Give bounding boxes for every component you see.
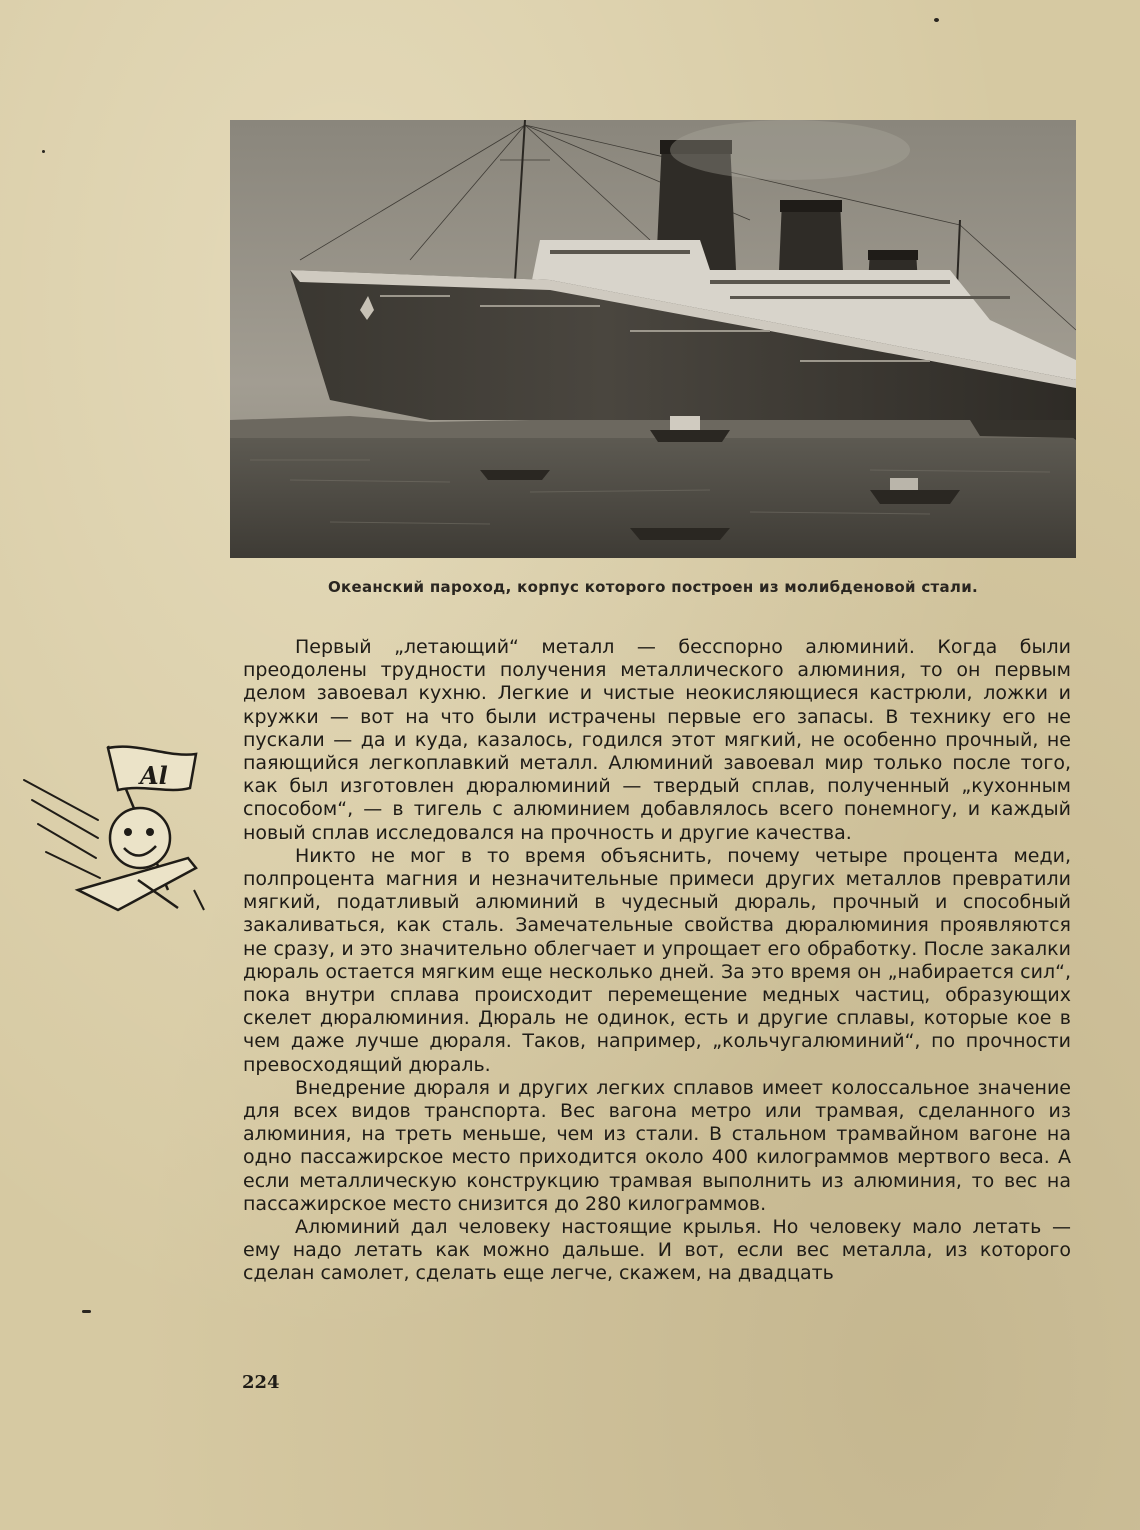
mascot-badge-text: Al <box>140 761 168 790</box>
paper-speck <box>42 150 45 153</box>
paper-speck <box>82 1310 91 1313</box>
paper-speck <box>934 18 939 22</box>
paragraph: Никто не мог в то время объяснить, почему четыре процента меди, полпроцента магния и незначительные примеси других металлов превратили мягкий, податливый алюминий в чудесный дюраль, прочный и способный закаливаться, как сталь. Замечательные свойства дюралюминия проявляются не сразу, и это значительно облегчает и упрощает его обработку. После закалки дюраль остается мягким еще несколько дней. За это время он „набирается сил“, пока внутри сплава происходит перемещение медных частиц, образующих скелет дюралюминия. Дюраль не одинок, есть и другие сплавы, которые кое в чем даже лучше дюраля. Таков, например, „кольчугалюминий“, по прочности превосходящий дюраль. <box>243 844 1071 1076</box>
paragraph: Первый „летающий“ металл — бесспорно алюминий. Когда были преодолены трудности получения металлического алюминия, то он первым делом завоевал кухню. Легкие и чистые неокисляющиеся кастрюли, ложки и кружки — вот на что были истрачены первые его запасы. В технику его не пускали — да и куда, казалось, годился этот мягкий, не особенно прочный, не паяющийся легкоплавкий металл. Алюминий завоевал мир только после того, как был изготовлен дюралюминий — твердый сплав, полученный „кухонным способом“, — в тигель с алюминием добавлялось всего понемногу, и каждый новый сплав исследовался на прочность и другие качества. <box>243 636 1071 844</box>
article-body <box>243 636 1071 1286</box>
aluminium-mascot-drawing <box>18 740 218 920</box>
ocean-liner-photo <box>230 120 1076 558</box>
figure-caption: Океанский пароход, корпус которого построен из молибденовой стали. <box>327 578 979 596</box>
page-number: 224 <box>242 1372 280 1393</box>
paragraph: Алюминий дал человеку настоящие крылья. Но человеку мало летать — ему надо летать как можно дальше. И вот, если вес металла, из которого сделан самолет, сделать еще легче, скажем, на двадцать <box>243 1216 1071 1285</box>
paragraph: Внедрение дюраля и других легких сплавов имеет колоссальное значение для всех видов транспорта. Вес вагона метро или трамвая, сделанного из алюминия, на треть меньше, чем из стали. В стальном трамвайном вагоне на одно пассажирское место приходится около 400 килограммов мертвого веса. А если металлическую конструкцию трамвая выполнить из алюминия, то вес на пассажирское место снизится до 280 килограммов. <box>243 1076 1071 1215</box>
ocean-liner-illustration <box>230 120 1076 558</box>
